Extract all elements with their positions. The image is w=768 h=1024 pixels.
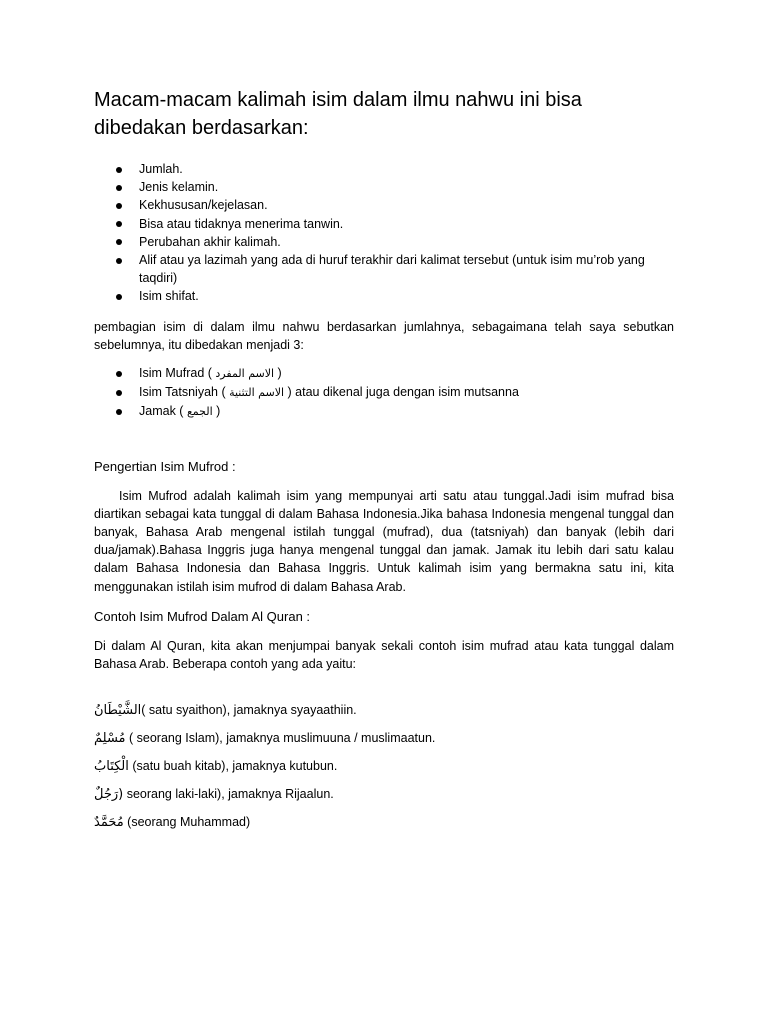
list-item	[94, 383, 674, 402]
example-text: ( seorang Islam), jamaknya muslimuuna / muslimaatun.	[125, 731, 436, 746]
example-item	[94, 813, 674, 832]
division-paragraph: pembagian isim di dalam ilmu nahwu berdasarkan jumlahnya, sebagaimana telah saya sebutkan sebelumnya, itu dibedakan menjadi 3:	[94, 319, 674, 352]
list-item	[94, 402, 674, 421]
example-item	[94, 701, 674, 720]
example-text: (seorang Muhammad)	[123, 815, 251, 830]
example-item	[94, 785, 674, 804]
types-list	[94, 364, 674, 422]
list-item: Isim shifat.	[94, 287, 674, 305]
list-item: Kekhususan/kejelasan.	[94, 196, 674, 214]
arabic-word: مُحَمَّدٌ	[94, 815, 124, 831]
list-item: Alif atau ya lazimah yang ada di huruf terakhir dari kalimat tersebut (untuk isim mu’rob yang taqdiri)	[94, 251, 674, 287]
criteria-list	[94, 160, 674, 306]
document-title: Macam-macam kalimah isim dalam ilmu nahwu ini bisa dibedakan berdasarkan:	[94, 89, 582, 139]
list-item: Jenis kelamin.	[94, 178, 674, 196]
type-label: Jamak (	[139, 404, 187, 419]
examples-list	[94, 701, 674, 832]
type-suffix: )	[212, 404, 221, 419]
arabic-word: (رَجُلٌ	[94, 787, 124, 803]
list-item	[94, 364, 674, 383]
arabic-term: الجمع	[186, 405, 213, 419]
section-heading: Pengertian Isim Mufrod :	[94, 458, 236, 474]
definition-paragraph: Isim Mufrod adalah kalimah isim yang mempunyai arti satu atau tunggal.Jadi isim mufrad bisa diartikan sebagai kata tunggal di dalam Bahasa Indonesia.Jika bahasa Indonesia mengenal tunggal dan banyak, Bahasa Arab mengenal istilah tunggal (mufrad), dua (tatsniyah) dan banyak (lebih dari dua/jamak).Bahasa Inggris juga hanya mengenal tunggal dan jamak. Jamak itu lebih dari satu kalau dalam Bahasa Indonesia dan Bahasa Inggris. Untuk kalimah isim yang bermakna satu ini, kita menggunakan istilah isim mufrod di dalam Bahasa Arab.	[94, 488, 674, 594]
examples-intro-paragraph: Di dalam Al Quran, kita akan menjumpai banyak sekali contoh isim mufrad atau kata tunggal dalam Bahasa Arab. Beberapa contoh yang ada yaitu:	[94, 638, 674, 672]
type-suffix: )	[274, 366, 282, 381]
type-label: Isim Mufrad (	[139, 366, 216, 381]
arabic-word: الشَّيْطَانُ	[94, 703, 142, 719]
example-item	[94, 729, 674, 748]
list-item: Bisa atau tidaknya menerima tanwin.	[94, 215, 674, 233]
arabic-term: الاسم التثنية	[229, 386, 285, 400]
type-label: Isim Tatsniyah (	[139, 385, 230, 400]
arabic-word: مُسْلِمٌ	[94, 731, 126, 747]
example-item	[94, 757, 674, 776]
section-heading: Contoh Isim Mufrod Dalam Al Quran :	[94, 608, 311, 624]
list-item: Perubahan akhir kalimah.	[94, 233, 674, 251]
arabic-word: الْكِتَابُ	[94, 759, 129, 775]
list-item: Jumlah.	[94, 160, 674, 178]
example-text: ( satu syaithon), jamaknya syayaathiin.	[141, 703, 357, 718]
arabic-term: الاسم المفرد	[215, 367, 275, 381]
example-text: (satu buah kitab), jamaknya kutubun.	[128, 759, 338, 774]
example-text: seorang laki-laki), jamaknya Rijaalun.	[123, 787, 334, 802]
type-suffix: ) atau dikenal juga dengan isim mutsanna	[284, 385, 519, 400]
